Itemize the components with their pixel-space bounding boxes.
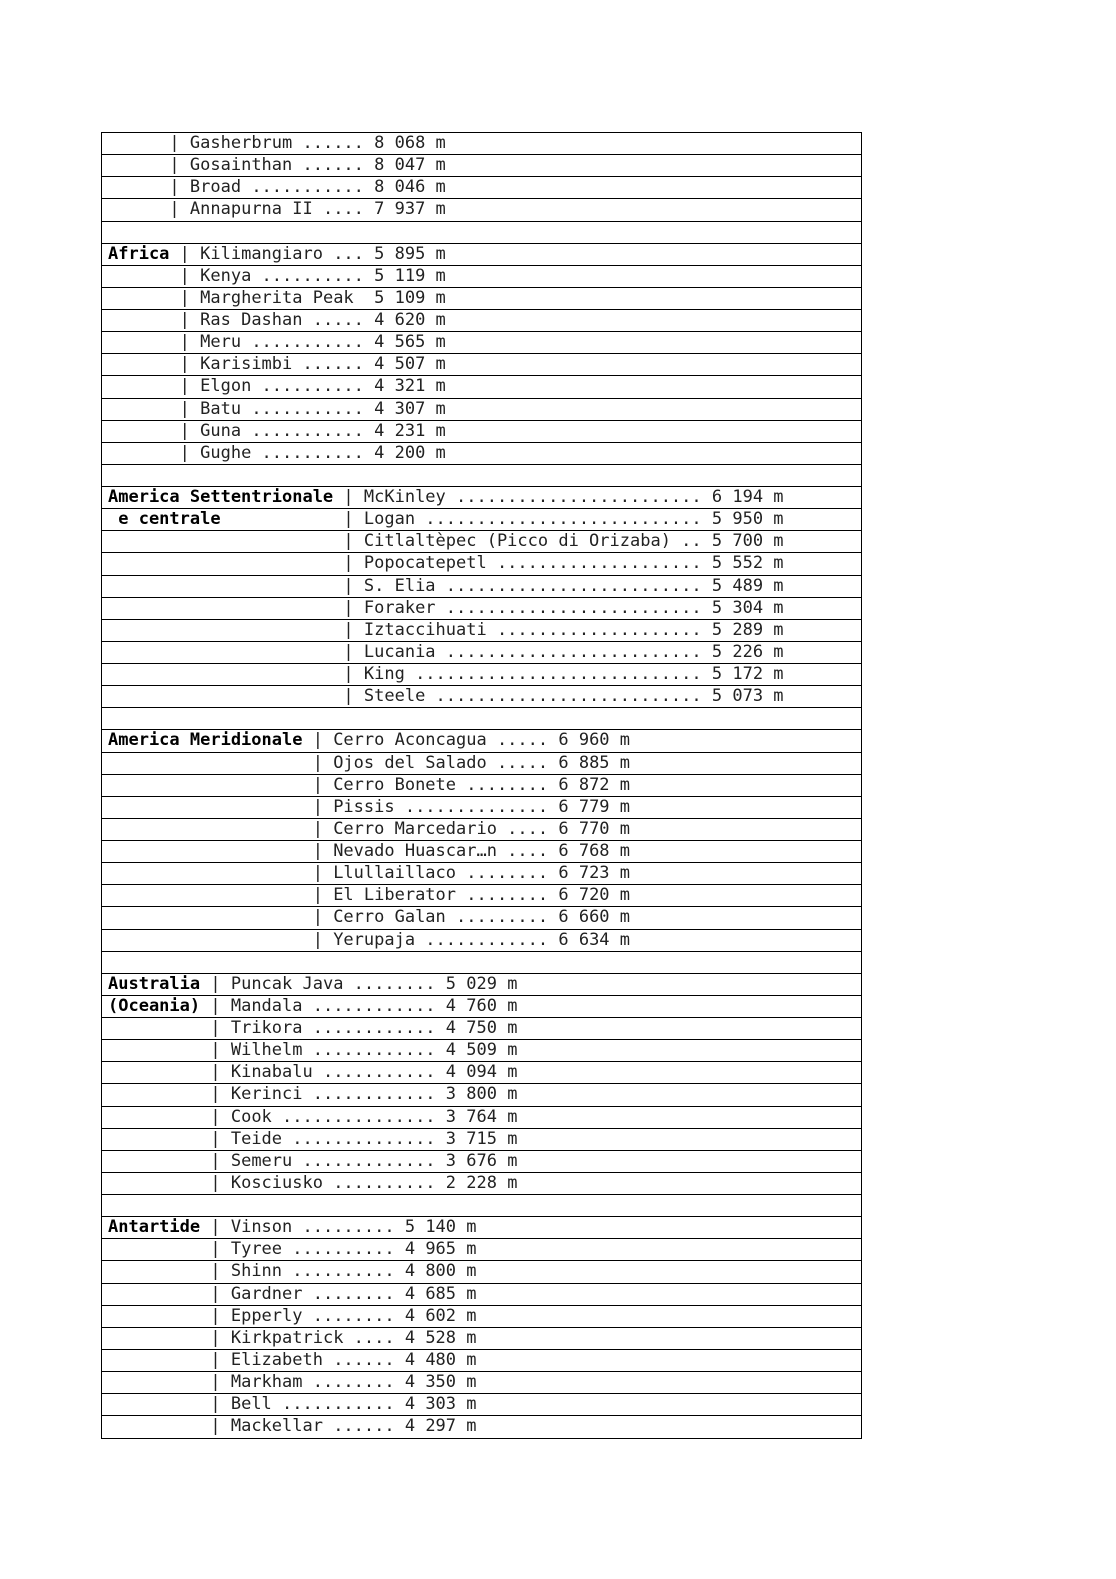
mountain-elevation: 4 094 m <box>445 1062 518 1083</box>
table-row <box>102 421 861 443</box>
mountain-elevation: 4 200 m <box>374 442 446 463</box>
spacer-row <box>102 1195 861 1217</box>
mountain-name: Elgon .......... <box>200 376 375 397</box>
mountain-name: Yerupaja ............ <box>333 929 559 950</box>
continent-label <box>108 399 180 419</box>
spacer-row <box>102 952 861 974</box>
mountain-elevation: 6 768 m <box>558 841 631 861</box>
table-row <box>102 1372 861 1394</box>
column-separator: | <box>343 641 364 662</box>
table-row <box>102 1239 861 1261</box>
continent-label <box>108 1062 210 1082</box>
mountain-elevation: 3 764 m <box>445 1106 518 1127</box>
mountain-name: McKinley ........................ <box>363 487 712 507</box>
continent-label <box>108 797 313 817</box>
column-separator: | <box>343 575 364 596</box>
mountain-name: Guna ........... <box>200 420 375 441</box>
mountain-name: Cook ............... <box>230 1106 446 1127</box>
mountain-elevation: 6 960 m <box>558 730 631 751</box>
continent-label <box>108 266 180 286</box>
column-separator: | <box>312 907 334 928</box>
continent-label <box>108 1372 210 1392</box>
column-separator: | <box>210 1062 231 1083</box>
mountain-name: Gasherbrum ...... <box>189 133 375 153</box>
table-row <box>102 177 861 199</box>
mountain-elevation: 4 480 m <box>404 1349 477 1370</box>
continent-label <box>108 1239 210 1259</box>
column-separator: | <box>343 509 364 530</box>
table-row <box>102 819 861 841</box>
continent-label: Antartide <box>108 1217 211 1238</box>
table-row <box>102 996 861 1018</box>
mountain-name: Karisimbi ...... <box>200 354 375 375</box>
column-separator: | <box>312 885 334 906</box>
mountain-elevation: 5 552 m <box>711 553 784 574</box>
column-separator: | <box>312 730 334 751</box>
table-row <box>102 620 861 642</box>
mountain-elevation: 6 885 m <box>558 752 631 773</box>
spacer-row <box>102 222 861 244</box>
column-separator: | <box>312 796 334 817</box>
mountain-elevation: 4 685 m <box>404 1283 477 1304</box>
mountain-elevation: 5 172 m <box>711 664 784 684</box>
table-row <box>102 354 861 376</box>
continent-label <box>108 1018 210 1038</box>
column-separator: | <box>179 310 201 330</box>
table-row <box>102 244 861 266</box>
table-row <box>102 598 861 620</box>
mountain-elevation: 4 602 m <box>404 1305 477 1326</box>
column-separator: | <box>312 863 334 884</box>
column-separator: | <box>343 619 364 640</box>
table-row <box>102 775 861 797</box>
mountain-elevation: 4 231 m <box>374 420 446 441</box>
mountain-name: Popocatepetl .................... <box>363 553 712 574</box>
mountain-elevation: 5 950 m <box>711 509 784 530</box>
column-separator: | <box>210 1172 231 1193</box>
mountain-name: Kilimangiaro ... <box>200 243 375 264</box>
continent-label <box>108 376 180 396</box>
continent-label <box>108 753 313 773</box>
continent-label <box>108 1394 210 1414</box>
mountain-elevation: 5 109 m <box>374 287 446 308</box>
table-row <box>102 1394 861 1416</box>
continent-label <box>108 1040 210 1060</box>
continent-label: Africa <box>108 243 180 264</box>
mountain-name: Gughe .......... <box>200 442 375 463</box>
table-row <box>102 399 861 421</box>
mountain-elevation: 3 800 m <box>445 1084 518 1105</box>
mountain-name: Logan ........................... <box>363 509 712 530</box>
table-row <box>102 841 861 863</box>
continent-label <box>108 642 343 662</box>
mountain-name: Kirkpatrick .... <box>230 1327 405 1348</box>
table-row <box>102 1284 861 1306</box>
table-row <box>102 686 861 708</box>
table-row <box>102 1350 861 1372</box>
continent-label <box>108 819 313 839</box>
mountain-elevation: 6 634 m <box>558 929 631 950</box>
mountain-elevation: 6 779 m <box>558 796 631 817</box>
column-separator: | <box>343 553 364 574</box>
mountain-name: Annapurna II .... <box>189 199 375 220</box>
mountain-name: Bell ........... <box>230 1394 405 1415</box>
continent-label <box>108 1416 210 1436</box>
continent-label <box>108 1328 210 1348</box>
mountain-name: Elizabeth ...... <box>230 1349 405 1370</box>
continent-label <box>108 443 180 463</box>
column-separator: | <box>312 774 334 795</box>
mountain-name: Cerro Bonete ........ <box>333 774 559 795</box>
continent-label <box>108 133 169 153</box>
mountain-name: Gosainthan ...... <box>189 155 375 176</box>
continent-label: (Oceania) <box>108 995 211 1016</box>
column-separator: | <box>210 1394 231 1415</box>
column-separator: | <box>210 995 231 1016</box>
column-separator: | <box>312 818 334 839</box>
table-row <box>102 730 861 752</box>
column-separator: | <box>210 1327 231 1348</box>
mountain-name: Cerro Aconcagua ..... <box>333 730 559 751</box>
table-row <box>102 531 861 553</box>
continent-label <box>108 1173 210 1193</box>
continent-label: America Settentrionale <box>108 487 344 507</box>
mountain-elevation: 6 720 m <box>558 885 631 906</box>
column-separator: | <box>210 973 231 994</box>
mountain-elevation: 4 760 m <box>445 995 518 1016</box>
mountain-elevation: 4 303 m <box>404 1394 477 1415</box>
table-row <box>102 1217 861 1239</box>
column-separator: | <box>210 1349 231 1370</box>
table-row <box>102 863 861 885</box>
mountain-elevation: 8 046 m <box>374 177 446 198</box>
mountain-name: Kerinci ............ <box>230 1084 446 1105</box>
mountain-name: Lucania ......................... <box>363 641 712 662</box>
mountain-elevation: 6 872 m <box>558 774 631 795</box>
mountain-name: Ras Dashan ..... <box>200 310 375 330</box>
column-separator: | <box>179 398 201 419</box>
column-separator: | <box>210 1239 231 1260</box>
mountain-elevation: 6 194 m <box>711 487 784 507</box>
continent-label <box>108 1261 210 1281</box>
table-row <box>102 1328 861 1350</box>
column-separator: | <box>210 1217 231 1238</box>
continent-label <box>108 620 343 640</box>
table-row <box>102 885 861 907</box>
mountain-name: King ............................ <box>363 664 712 684</box>
column-separator: | <box>210 1106 231 1127</box>
mountain-name: Pissis .............. <box>333 796 559 817</box>
mountain-name: Epperly ........ <box>230 1305 405 1326</box>
mountain-elevation: 4 350 m <box>404 1372 477 1392</box>
continent-label <box>108 155 169 175</box>
mountain-elevation: 5 489 m <box>711 575 784 596</box>
mountain-name: Markham ........ <box>230 1372 405 1392</box>
table-row <box>102 376 861 398</box>
mountain-name: Cerro Marcedario .... <box>333 818 559 839</box>
mountain-elevation: 4 297 m <box>404 1416 477 1437</box>
mountain-name: Kenya .......... <box>200 265 375 286</box>
table-row <box>102 509 861 531</box>
continent-label <box>108 930 313 950</box>
table-row <box>102 443 861 465</box>
table-row <box>102 487 861 509</box>
table-row <box>102 155 861 177</box>
table-row <box>102 1040 861 1062</box>
mountain-name: Margherita Peak <box>200 287 375 308</box>
table-row <box>102 576 861 598</box>
continent-label <box>108 199 169 219</box>
continent-label <box>108 664 343 684</box>
column-separator: | <box>210 1372 231 1392</box>
mountain-elevation: 8 068 m <box>374 133 446 153</box>
mountain-name: Foraker ......................... <box>363 597 712 618</box>
continent-label <box>108 531 343 551</box>
mountain-name: Vinson ......... <box>230 1217 405 1238</box>
table-row <box>102 642 861 664</box>
mountain-elevation: 6 660 m <box>558 907 631 928</box>
continent-label <box>108 907 313 927</box>
mountain-name: Iztaccihuati .................... <box>363 619 712 640</box>
column-separator: | <box>179 420 201 441</box>
table-row <box>102 1107 861 1129</box>
column-separator: | <box>179 243 201 264</box>
mountain-name: Citlaltèpec (Picco di Orizaba) .. <box>363 531 712 552</box>
table-row <box>102 797 861 819</box>
column-separator: | <box>169 177 190 198</box>
continent-label <box>108 354 180 374</box>
table-row <box>102 930 861 952</box>
column-separator: | <box>210 1128 231 1149</box>
table-row <box>102 753 861 775</box>
continent-label: Australia <box>108 973 211 994</box>
table-row <box>102 310 861 332</box>
mountain-elevation: 5 226 m <box>711 641 784 662</box>
table-row <box>102 974 861 996</box>
mountain-elevation: 4 620 m <box>374 310 446 330</box>
table-row <box>102 133 861 155</box>
mountain-elevation: 4 509 m <box>445 1040 518 1061</box>
continent-label <box>108 310 180 330</box>
spacer-row <box>102 465 861 487</box>
mountain-name: Meru ........... <box>200 332 375 353</box>
column-separator: | <box>210 1040 231 1061</box>
column-separator: | <box>179 354 201 375</box>
mountain-elevation: 4 750 m <box>445 1018 518 1038</box>
continent-label <box>108 553 343 573</box>
mountain-elevation: 7 937 m <box>374 199 446 220</box>
mountain-name: Batu ........... <box>200 398 375 419</box>
continent-label <box>108 1306 210 1326</box>
column-separator: | <box>343 686 364 707</box>
mountain-elevation: 5 119 m <box>374 265 446 286</box>
mountain-name: Llullaillaco ........ <box>333 863 559 884</box>
column-separator: | <box>312 929 334 950</box>
column-separator: | <box>179 332 201 353</box>
mountain-elevation: 5 289 m <box>711 619 784 640</box>
mountain-name: Semeru ............. <box>230 1150 446 1171</box>
column-separator: | <box>343 597 364 618</box>
mountain-elevation: 5 073 m <box>711 686 784 707</box>
table-row <box>102 1416 861 1438</box>
continent-label <box>108 576 343 596</box>
mountain-name: Steele .......................... <box>363 686 712 707</box>
table-row <box>102 553 861 575</box>
mountain-name: Trikora ............ <box>230 1018 446 1038</box>
continent-label: America Meridionale <box>108 730 313 751</box>
mountain-name: Puncak Java ........ <box>230 973 446 994</box>
table-row <box>102 266 861 288</box>
continent-label <box>108 332 180 352</box>
table-row <box>102 1306 861 1328</box>
column-separator: | <box>210 1018 231 1038</box>
mountain-table <box>101 132 862 1439</box>
mountain-name: Ojos del Salado ..... <box>333 752 559 773</box>
mountain-elevation: 4 321 m <box>374 376 446 397</box>
continent-label <box>108 177 169 197</box>
mountain-elevation: 2 228 m <box>445 1172 518 1193</box>
column-separator: | <box>179 376 201 397</box>
continent-label <box>108 1151 210 1171</box>
mountain-name: Nevado Huascar…n .... <box>333 841 559 861</box>
continent-label <box>108 841 313 861</box>
continent-label <box>108 598 343 618</box>
mountain-elevation: 6 770 m <box>558 818 631 839</box>
column-separator: | <box>169 155 190 176</box>
column-separator: | <box>210 1283 231 1304</box>
column-separator: | <box>179 442 201 463</box>
continent-label <box>108 775 313 795</box>
mountain-elevation: 4 528 m <box>404 1327 477 1348</box>
mountain-name: Kosciusko .......... <box>230 1172 446 1193</box>
column-separator: | <box>343 664 364 684</box>
mountain-elevation: 8 047 m <box>374 155 446 176</box>
table-row <box>102 1062 861 1084</box>
mountain-name: Kinabalu ........... <box>230 1062 446 1083</box>
column-separator: | <box>210 1150 231 1171</box>
table-row <box>102 664 861 686</box>
mountain-elevation: 5 700 m <box>711 531 784 552</box>
column-separator: | <box>210 1305 231 1326</box>
mountain-elevation: 4 307 m <box>374 398 446 419</box>
mountain-elevation: 5 029 m <box>445 973 518 994</box>
mountain-name: S. Elia ......................... <box>363 575 712 596</box>
mountain-elevation: 5 895 m <box>374 243 446 264</box>
column-separator: | <box>169 133 190 153</box>
table-row <box>102 1261 861 1283</box>
mountain-elevation: 6 723 m <box>558 863 631 884</box>
continent-label <box>108 1129 210 1149</box>
column-separator: | <box>210 1261 231 1282</box>
mountain-elevation: 4 565 m <box>374 332 446 353</box>
mountain-name: Shinn .......... <box>230 1261 405 1282</box>
table-row <box>102 332 861 354</box>
mountain-name: Mackellar ...... <box>230 1416 405 1437</box>
mountain-name: Wilhelm ............ <box>230 1040 446 1061</box>
column-separator: | <box>210 1084 231 1105</box>
mountain-name: Tyree .......... <box>230 1239 405 1260</box>
continent-label: e centrale <box>108 509 344 530</box>
mountain-elevation: 5 304 m <box>711 597 784 618</box>
mountain-name: Mandala ............ <box>230 995 446 1016</box>
mountain-name: Teide .............. <box>230 1128 446 1149</box>
mountain-elevation: 3 676 m <box>445 1150 518 1171</box>
table-row <box>102 199 861 221</box>
table-row <box>102 1173 861 1195</box>
mountain-name: Cerro Galan ......... <box>333 907 559 928</box>
column-separator: | <box>343 531 364 552</box>
mountain-elevation: 3 715 m <box>445 1128 518 1149</box>
column-separator: | <box>312 752 334 773</box>
table-row <box>102 907 861 929</box>
table-row <box>102 1084 861 1106</box>
continent-label <box>108 288 180 308</box>
column-separator: | <box>210 1416 231 1437</box>
continent-label <box>108 1107 210 1127</box>
mountain-name: Broad ........... <box>189 177 375 198</box>
mountain-elevation: 4 965 m <box>404 1239 477 1260</box>
column-separator: | <box>312 841 334 861</box>
mountain-elevation: 4 800 m <box>404 1261 477 1282</box>
table-row <box>102 1018 861 1040</box>
column-separator: | <box>179 265 201 286</box>
continent-label <box>108 1084 210 1104</box>
continent-label <box>108 1350 210 1370</box>
continent-label <box>108 863 313 883</box>
mountain-elevation: 5 140 m <box>404 1217 477 1238</box>
continent-label <box>108 1284 210 1304</box>
mountain-name: Gardner ........ <box>230 1283 405 1304</box>
table-row <box>102 288 861 310</box>
mountain-name: El Liberator ........ <box>333 885 559 906</box>
continent-label <box>108 885 313 905</box>
column-separator: | <box>169 199 190 220</box>
column-separator: | <box>343 487 364 507</box>
table-row <box>102 1129 861 1151</box>
continent-label <box>108 686 343 706</box>
mountain-elevation: 4 507 m <box>374 354 446 375</box>
continent-label <box>108 421 180 441</box>
table-row <box>102 1151 861 1173</box>
column-separator: | <box>179 287 201 308</box>
spacer-row <box>102 708 861 730</box>
